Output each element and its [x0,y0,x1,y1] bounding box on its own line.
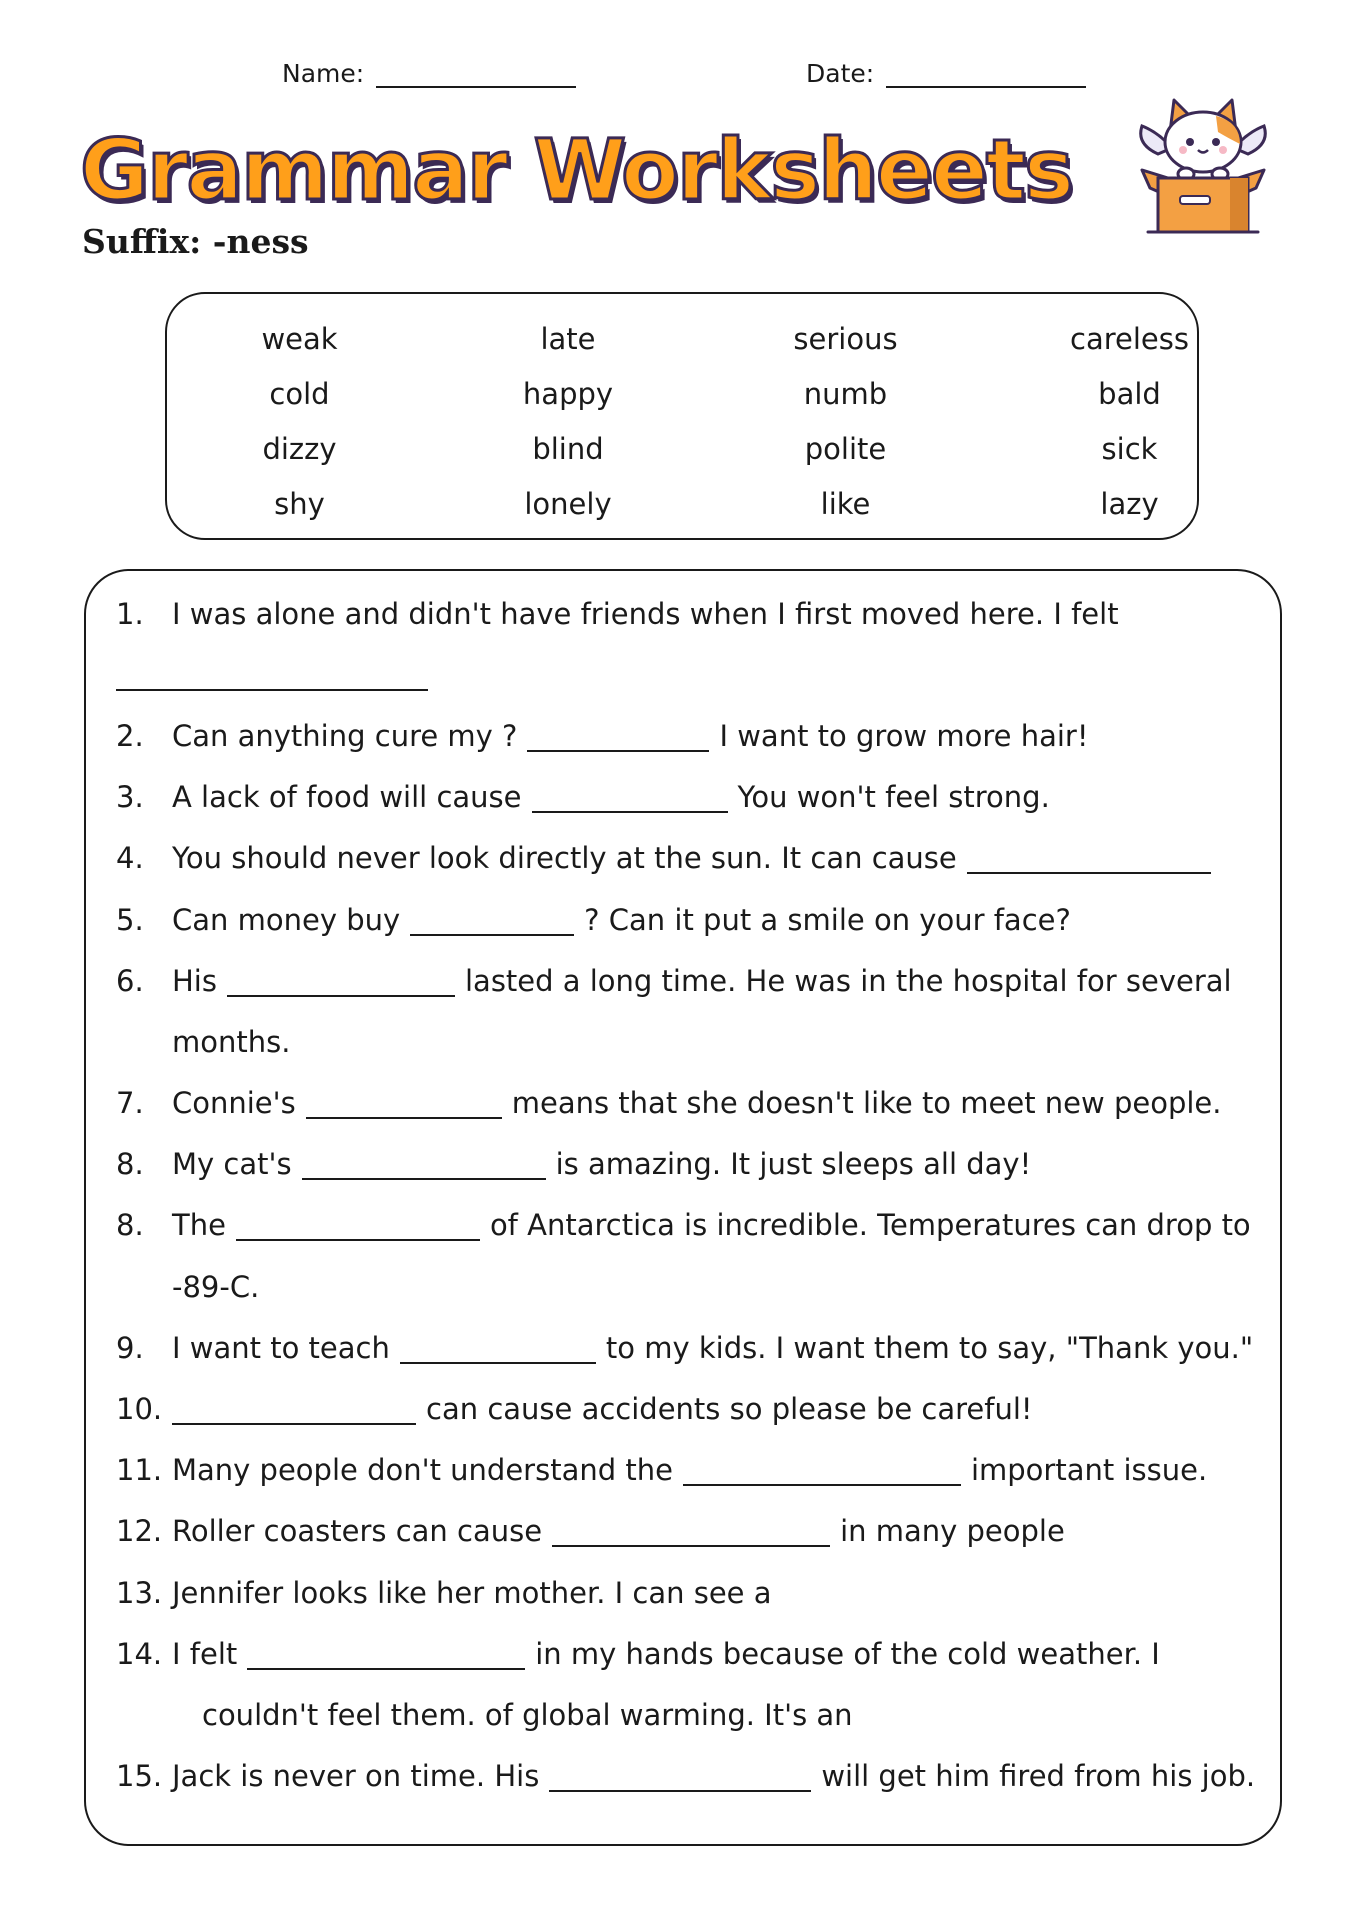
answer-blank[interactable] [552,1515,830,1547]
question-row [116,1317,1276,1378]
answer-blank[interactable] [532,781,728,813]
question-text: Jennifer looks like her mother. I can see a [172,1575,772,1610]
word-bank [165,292,1199,540]
question-text: is amazing. It just sleeps all day! [555,1147,1032,1182]
question-text: His [172,963,217,998]
question-text: I want to teach [172,1330,390,1365]
questions-box [84,569,1282,1846]
word-bank-item: bald [1098,377,1161,411]
word-bank-item: like [820,487,871,521]
answer-blank[interactable] [527,720,709,752]
date-field [806,58,1086,88]
question-row [116,1378,1276,1439]
word-bank-item: lazy [1100,487,1159,521]
question-text: in many people [840,1514,1065,1549]
question-row [116,583,1276,644]
question-text: Jack is never on time. His [172,1759,540,1794]
word-bank-item: numb [803,377,888,411]
question-text: A lack of food will cause [172,780,522,815]
question-text: I felt [172,1636,238,1671]
question-row [116,1623,1276,1684]
question-number: 1. [116,596,144,631]
question-number: 10. [116,1392,163,1427]
question-row [116,828,1276,889]
word-bank-item: dizzy [262,432,337,466]
question-text: important issue. [970,1453,1208,1488]
question-number: 8. [116,1147,144,1182]
question-row-continued [116,1011,1276,1072]
word-bank-item: polite [804,432,887,466]
question-number: 9. [116,1330,144,1365]
question-text: I was alone and didn't have friends when I first moved here. I felt [172,596,1119,631]
question-number: 6. [116,963,144,998]
word-bank-item: blind [532,432,604,466]
question-text: Can anything cure my ? [172,718,518,753]
question-row [116,1562,1276,1623]
answer-blank[interactable] [116,659,428,691]
question-row [116,1501,1276,1562]
question-text: The [172,1208,226,1243]
answer-blank[interactable] [227,965,455,997]
question-text: of Antarctica is incredible. Temperatures can drop to [489,1208,1251,1243]
name-blank[interactable] [376,58,576,88]
word-bank-grid [167,312,1197,532]
answer-blank[interactable] [247,1638,525,1670]
worksheet-title: Grammar Worksheets [80,121,1073,219]
question-row [116,1440,1276,1501]
question-text: My cat's [172,1147,292,1182]
question-row [116,705,1276,766]
question-row [116,950,1276,1011]
question-text: You should never look directly at the sun. It can cause [172,841,957,876]
cat-in-box-icon [1128,92,1278,242]
word-bank-item: serious [793,322,898,356]
question-number: 8. [116,1208,144,1243]
answer-blank[interactable] [306,1087,502,1119]
question-number: 7. [116,1086,144,1121]
question-text: ? Can it put a smile on your face? [584,902,1071,937]
question-number: 14. [116,1636,163,1671]
suffix-subtitle: Suffix: -ness [82,222,309,261]
name-label: Name: [282,59,365,88]
answer-blank[interactable] [967,842,1211,874]
word-bank-item: happy [522,377,614,411]
question-row-continued [116,1684,1276,1745]
word-bank-item: sick [1101,432,1158,466]
date-blank[interactable] [886,58,1086,88]
question-text: couldn't feel them. of global warming. It's an [202,1697,853,1732]
question-text: -89-C. [172,1269,260,1304]
name-field [282,58,576,88]
date-label: Date: [806,59,875,88]
question-row [116,1073,1276,1134]
question-row-continued [116,644,1276,705]
question-number: 3. [116,780,144,815]
question-number: 12. [116,1514,163,1549]
question-number: 11. [116,1453,163,1488]
question-text: to my kids. I want them to say, "Thank you." [605,1330,1254,1365]
question-text: months. [172,1024,291,1059]
question-text: will get him fired from his job. [821,1759,1256,1794]
question-text: lasted a long time. He was in the hospital for several [464,963,1232,998]
question-row [116,1195,1276,1256]
question-row [116,1746,1276,1807]
question-row-continued [116,1256,1276,1317]
word-bank-item: weak [261,322,338,356]
word-bank-item: late [540,322,596,356]
answer-blank[interactable] [172,1393,416,1425]
answer-blank[interactable] [302,1148,546,1180]
question-text: Can money buy [172,902,401,937]
question-number: 13. [116,1575,163,1610]
question-number: 15. [116,1759,163,1794]
answer-blank[interactable] [549,1760,811,1792]
answer-blank[interactable] [400,1332,596,1364]
question-row [116,767,1276,828]
question-list [116,583,1276,1807]
word-bank-item: careless [1070,322,1189,356]
answer-blank[interactable] [683,1454,961,1486]
word-bank-item: cold [269,377,330,411]
question-text: means that she doesn't like to meet new people. [511,1086,1222,1121]
question-number: 2. [116,718,144,753]
question-text: Roller coasters can cause [172,1514,543,1549]
answer-blank[interactable] [410,904,574,936]
question-number: 4. [116,841,144,876]
question-text: You won't feel strong. [737,780,1050,815]
question-text: Connie's [172,1086,296,1121]
question-row [116,1134,1276,1195]
word-bank-item: lonely [524,487,612,521]
question-text: in my hands because of the cold weather. I [535,1636,1160,1671]
question-row [116,889,1276,950]
question-text: Many people don't understand the [172,1453,673,1488]
answer-blank[interactable] [236,1209,480,1241]
question-number: 5. [116,902,144,937]
question-text: can cause accidents so please be careful! [426,1392,1033,1427]
word-bank-item: shy [274,487,325,521]
question-text: I want to grow more hair! [719,718,1089,753]
